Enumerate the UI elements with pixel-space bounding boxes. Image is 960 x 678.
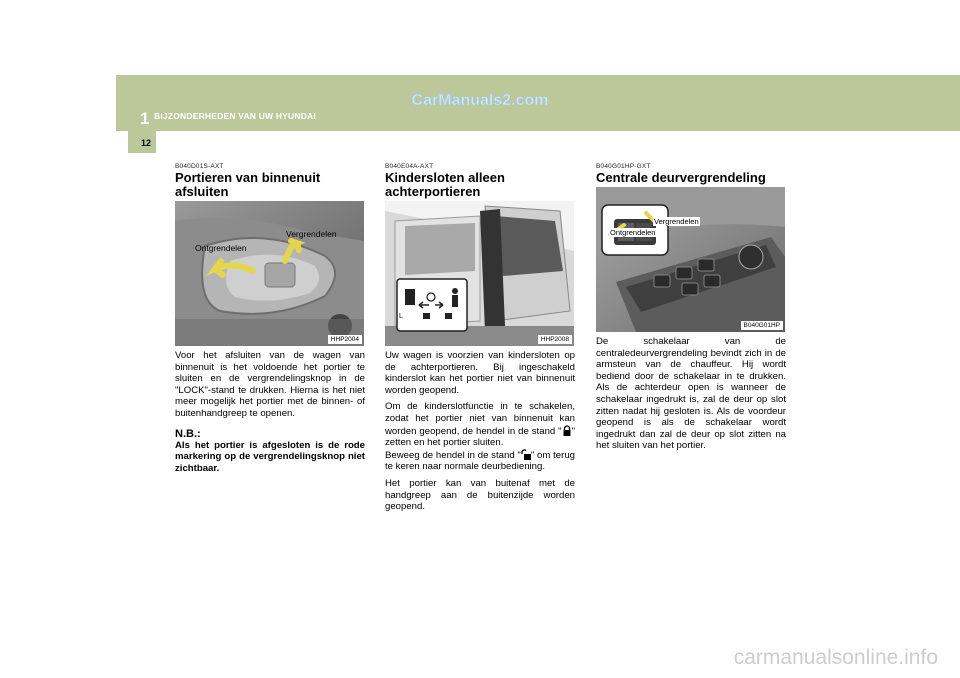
watermark-top[interactable]: CarManuals2.com	[411, 92, 549, 109]
body-paragraph-1: Uw wagen is voorzien van kindersloten op de achterportieren. Bij ingeschakeld kinderslot kan het portier niet van binnenuit worden geopend.	[385, 350, 575, 396]
section-heading: Portieren van binnenuit afsluiten	[175, 170, 321, 199]
lock-label: Vergrendelen	[654, 217, 699, 226]
section-body	[385, 350, 575, 513]
door-handle-figure	[175, 201, 364, 346]
central-lock-figure	[596, 187, 785, 332]
note-title: N.B.:	[175, 427, 201, 440]
switch-panel-illustration	[596, 187, 785, 332]
section-code: B040D01S-AXT	[175, 163, 224, 170]
body-paragraph-2	[385, 401, 575, 473]
chapter-number: 1	[140, 109, 150, 128]
child-lock-illustration	[385, 201, 574, 346]
watermark-bottom[interactable]: carmanualsonline.info	[733, 646, 938, 669]
body-paragraph-3: Het portier kan van buitenaf met de handgreep aan de buitenzijde worden geopend.	[385, 477, 575, 513]
note-text: Als het portier is afgesloten is de rode markering op de vergrendelingsknop niet zichtbaar.	[175, 439, 365, 474]
figure-code: HHP2008	[538, 335, 572, 344]
section-code: B040G01HP-GXT	[596, 163, 651, 170]
section-child-locks	[385, 163, 575, 518]
section-body	[596, 336, 786, 452]
unlock-icon	[521, 449, 531, 460]
unlock-label: Ontgrendelen	[195, 243, 247, 253]
section-heading: Kindersloten alleen achterportieren	[385, 170, 505, 199]
body-paragraph: De schakelaar van de centraledeurvergrendeling bevindt zich in de armsteun van de chauffeur. Hij wordt bediend door de schakelaar in te drukken. Als de achterdeur open is wanneer de schakelaar ingedrukt is, zal de deur op slot zitten nadat hij gesloten is. Als de voordeur geopend is als de schakelaar wordt ingedrukt dan zal de deur op slot zitten na het sluiten van het portier.	[596, 336, 786, 452]
figure-code: B040G01HP	[741, 321, 784, 330]
section-body	[175, 350, 365, 420]
door-handle-illustration	[175, 201, 364, 346]
chapter-title: BIJZONDERHEDEN VAN UW HYUNDAI	[154, 111, 316, 121]
text-fragment: Beweeg de hendel in de stand "	[385, 449, 521, 461]
text-fragment: Om de kinderslotfunctie in te schakelen, zodat het portier niet van binnenuit kan worden geopend, de hendel in de stand "	[385, 401, 575, 437]
section-central-locking	[596, 163, 786, 457]
page-number: 12	[141, 138, 152, 148]
inset-letter: L	[399, 313, 403, 320]
section-interior-locking	[175, 163, 365, 474]
unlock-label: Ontgrendelen	[610, 228, 656, 237]
lock-label: Vergrendelen	[286, 229, 337, 239]
body-paragraph: Voor het afsluiten van de wagen van binnenuit is het voldoende het portier te sluiten en de vergrendelingsknop in de "LOCK"-stand te drukken. Hierna is het niet meer mogelijk het portier met de binnen- of buitenhandgreep te openen.	[175, 350, 365, 419]
figure-code: HHP2004	[328, 335, 362, 344]
section-heading: Centrale deurvergrendeling	[596, 170, 766, 185]
child-lock-figure	[385, 201, 574, 346]
lock-icon	[562, 425, 572, 436]
section-code: B040E04A-AXT	[385, 163, 434, 170]
text-fragment: " om terug te keren naar normale deurbediening.	[385, 449, 576, 473]
text-fragment: " zetten en het portier sluiten.	[385, 425, 575, 449]
